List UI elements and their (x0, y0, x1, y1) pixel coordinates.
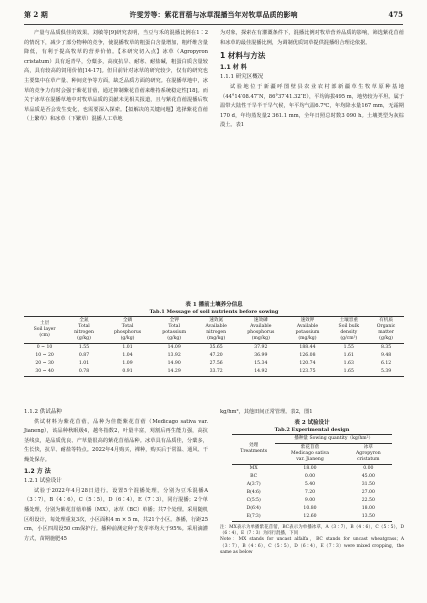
header-rule (24, 24, 403, 25)
table-cell: 14.09 (167, 345, 181, 350)
table-cell: 18.00 (303, 465, 317, 471)
table-cell: 37.92 (254, 345, 268, 350)
table-row (24, 344, 404, 353)
table-cell: A(3∶7) (246, 481, 261, 487)
table-cell: 22.50 (361, 497, 375, 503)
experimental-design-table (232, 434, 392, 522)
running-title: 许雯芳等：紫花苜蓿与冰草混播当年对牧草品质的影响 (129, 10, 298, 19)
table-cell: 1.65 (343, 369, 354, 374)
table-row (232, 464, 392, 473)
header-wheatgrass: 冰草 Agropyron cristatum (345, 443, 392, 464)
header-sowing-quantity: 播种量 Sowing quantity（kg/hm²） (275, 434, 392, 443)
table-2 (232, 419, 392, 522)
table-row (24, 352, 404, 360)
paragraph: 供试材料为紫花苜蓿，品种为佳能紫花苜蓿（Medicago sativa var. Jianeng），该品种秋眠级4，越冬指数2，叶量丰富，刈割后再生能力强，高抗茎线虫，是品质优良、产草量很高的紫花苜蓿品种。冰草具有品质佳，分蘖多，生长快，抗旱、耐盐等特点。2022年4月购买，裸种，购买后于常温、通风、干燥处保存。 (24, 418, 208, 463)
table-cell: 1.55 (343, 345, 354, 350)
table-cell: 47.20 (209, 353, 223, 358)
table-header-cell: 速效磷 Available phosphorus (mg/kg) (236, 317, 285, 344)
table-cell: 7.20 (304, 489, 316, 495)
table-cell: 5.40 (304, 481, 316, 487)
table-cell: 27.00 (361, 489, 375, 495)
header-alfalfa: 紫花苜蓿 Medicago sativa var. Jianeng (275, 443, 344, 464)
table-header-row (24, 317, 404, 344)
table-cell: 14.29 (167, 369, 181, 374)
table-cell: 27.56 (209, 361, 223, 366)
table-row (232, 489, 392, 497)
table-row (24, 360, 404, 368)
table-cell: 35.65 (209, 345, 223, 350)
table-cell: 188.44 (299, 345, 316, 350)
table-cell: 8.35 (380, 345, 392, 350)
table-cell: 0.00 (304, 473, 316, 479)
section-heading-1-1-2: 1.1.2 供试品种 (24, 409, 62, 415)
paragraph: 产量与品质俱佳的效果。刘敏等[9]研究表明，当豆与禾的混播比例在1∶2的情况下，减少了部分物种的竞争，使混播牧草的粗蛋白含量增加，粗纤维含量降低，有利于提高牧草的营养价值。【本研究切入点】冰草（Agropyron cristatum）具有返青早，分蘖多，高度抗旱、耐寒、耐盐碱，粗蛋白质含量较高，具有较高的饲用价值[14-17]。但目前针对冰草的研究较少，仅有的研究也主要集中在草产量、种间竞争等方面，缺乏品质方面的研究。在混播草地中，冰草的竞争力有时会强于紫花苜蓿，通过抑制紫花苜蓿来维持系统稳定性[18]。而关于冰草在混播草地中对牧草品质的贡献未见相关报道，且与紫花苜蓿混播后牧草品质是否会发生变化，也需要深入探索。【拟解决的关键问题】选择紫花苜蓿（上繁草）和冰草（下繁草）混播人工草地 (24, 30, 208, 123)
table-2-caption-en: Tab.2 Experimental design (274, 426, 350, 433)
table-header-cell: 速效钾 Available potassium (mg/kg) (285, 317, 329, 344)
table-cell: 30 ~ 40 (35, 369, 54, 374)
table-cell: 1.55 (78, 345, 90, 350)
table-cell: 9.48 (380, 353, 392, 358)
table-cell: 1.61 (343, 353, 354, 358)
table-cell: 10 ~ 20 (35, 353, 54, 358)
table-cell: 36.99 (254, 353, 268, 358)
table-cell: 0 ~ 10 (36, 345, 53, 350)
table-cell: MX (249, 465, 258, 471)
paragraph: 为对象，探索在有灌溉条件下，混播比例对牧草营养品质的影响，筛选紫花苜蓿和冰草的最佳混播比例，为调制优质饲草提供混播组合理论依据。 (220, 30, 404, 46)
right-column-bottom (220, 408, 404, 557)
table-2-note: 注：MX表示为单播紫花苜蓿，BC表示为单播冰草，A（3∶7），B（4∶6），C（5∶5），D（6∶4），E（7∶3）为同行混播，下同 Note：MX stands for uncast alfalfa，BC stands for uncast wheatgrass；A（3∶7），B（4∶6），C（5∶5），D（6∶4），E（7∶3）were mixed cropping，the same as below (220, 524, 404, 556)
table-cell: 15.34 (254, 361, 268, 366)
table-cell: 12.60 (303, 513, 317, 519)
section-heading-1-2: 1.2 方 法 (24, 467, 51, 475)
soil-nutrient-table (24, 316, 404, 377)
table-cell: 45.00 (361, 473, 375, 479)
table-header-cell: 速效氮 Available nitrogen (mg/kg) (196, 317, 236, 344)
table-body (232, 464, 392, 521)
table-cell: B(4∶6) (246, 489, 261, 495)
table-cell: 1.63 (343, 361, 354, 366)
table-cell: 33.72 (209, 369, 223, 374)
paragraph: kg/hm²，其他田间正常管理。表2，图1 (220, 409, 313, 415)
table-cell: 1.09 (122, 361, 133, 366)
table-row (232, 473, 392, 481)
section-heading-1-2-1: 1.2.1 试验设计 (24, 478, 62, 485)
table-cell: C(5∶5) (246, 497, 261, 503)
section-heading-1-1: 1.1 材 料 (220, 63, 247, 71)
issue-number: 第 2 期 (24, 10, 48, 19)
table-cell: BC (250, 473, 258, 479)
table-1-caption-cn: 表 1 播前土壤养分信息 (185, 302, 243, 308)
table-row (232, 505, 392, 513)
table-row (232, 481, 392, 489)
table-cell: 18.00 (361, 505, 375, 511)
table-cell: 0.78 (78, 369, 90, 374)
running-header (24, 10, 403, 24)
table-cell: 0.91 (122, 369, 133, 374)
table-header-cell: 全氮 Total nitrogen (g/kg) (65, 317, 103, 344)
table-cell: 1.01 (78, 361, 90, 366)
table-row (232, 497, 392, 505)
header-treatments: 处理 Treatments (232, 434, 275, 464)
table-header-cell: 土层 Soil layer (cm) (24, 317, 65, 344)
table-body (24, 344, 404, 377)
right-column-top (220, 29, 404, 131)
table-cell: 6.12 (380, 361, 392, 366)
table-cell: 14.90 (167, 361, 181, 366)
table-cell: 5.39 (380, 369, 392, 374)
table-header-cell: 全钾 Total potassium (g/kg) (152, 317, 196, 344)
table-1-caption-en: Tab.1 Message of soil nutrients before sowing (149, 309, 279, 315)
table-cell: 126.08 (299, 353, 316, 358)
table-cell: 0.87 (78, 353, 90, 358)
table-cell: 1.01 (122, 345, 133, 350)
paragraph: 试验地位于新疆呼图壁县农业农村部新疆草生牧草原种基地（44°14′08.47″N，86°37′41.32″E），平均海拔495 m，地势较为平坦。属于温带大陆性干旱半干旱气候，年平均气温6.7℃，年均降水量167 mm，无霜期170 d，年均蒸发量2 361.1 mm，全年日照总时数3 090 h。土壤类型为灰棕漠土。表1 (220, 83, 404, 129)
section-heading-1: 1 材料与方法 (220, 51, 266, 61)
section-heading-1-1-1: 1.1.1 研究区概况 (220, 74, 264, 81)
left-column-bottom (24, 408, 208, 544)
table-cell: 120.74 (299, 361, 316, 366)
table-cell: 9.00 (304, 497, 316, 503)
table-header-cell: 土壤容重 Soil bulk density (g/cm³) (329, 317, 368, 344)
table-cell: 13.92 (167, 353, 181, 358)
table-row (232, 513, 392, 522)
table-cell: 20 ~ 30 (35, 361, 54, 366)
table-cell: 13.50 (361, 513, 375, 519)
table-cell: D(6∶4) (246, 505, 261, 511)
table-cell: 123.75 (299, 369, 316, 374)
table-cell: E(7∶3) (246, 513, 261, 519)
table-cell: 14.92 (254, 369, 268, 374)
table-header-cell: 全磷 Total phosphorus (g/kg) (103, 317, 152, 344)
table-cell: 1.04 (122, 353, 133, 358)
table-row (24, 368, 404, 377)
page-number: 475 (388, 10, 403, 19)
table-cell: 10.80 (303, 505, 317, 511)
table-1 (24, 301, 404, 377)
table-2-caption-cn: 表 2 试验设计 (294, 419, 330, 426)
paragraph: 试验于2022年4月28日进行。设置5个混播处理，分别为豆禾混播A（3∶7），B（4∶6），C（5∶5），D（6∶4），E（7∶3），同行混播；2个单播处理，分别为紫花苜蓿单播（MX），冰草（BC）单播；共7个处理。采用随机区组设计，每处理重复3次，小区面积4 m × 5 m，共21个小区。条播，行距25 cm，小区四周设50 cm保护行。播种前测定种子发芽率均大于95%。采用滴灌方式，苗期施肥45 (24, 487, 208, 542)
table-cell: 0.00 (363, 465, 374, 471)
left-column-top (24, 29, 208, 125)
table-cell: 31.50 (361, 481, 375, 487)
table-header-cell: 有机质 Organic matter (g/kg) (368, 317, 404, 344)
